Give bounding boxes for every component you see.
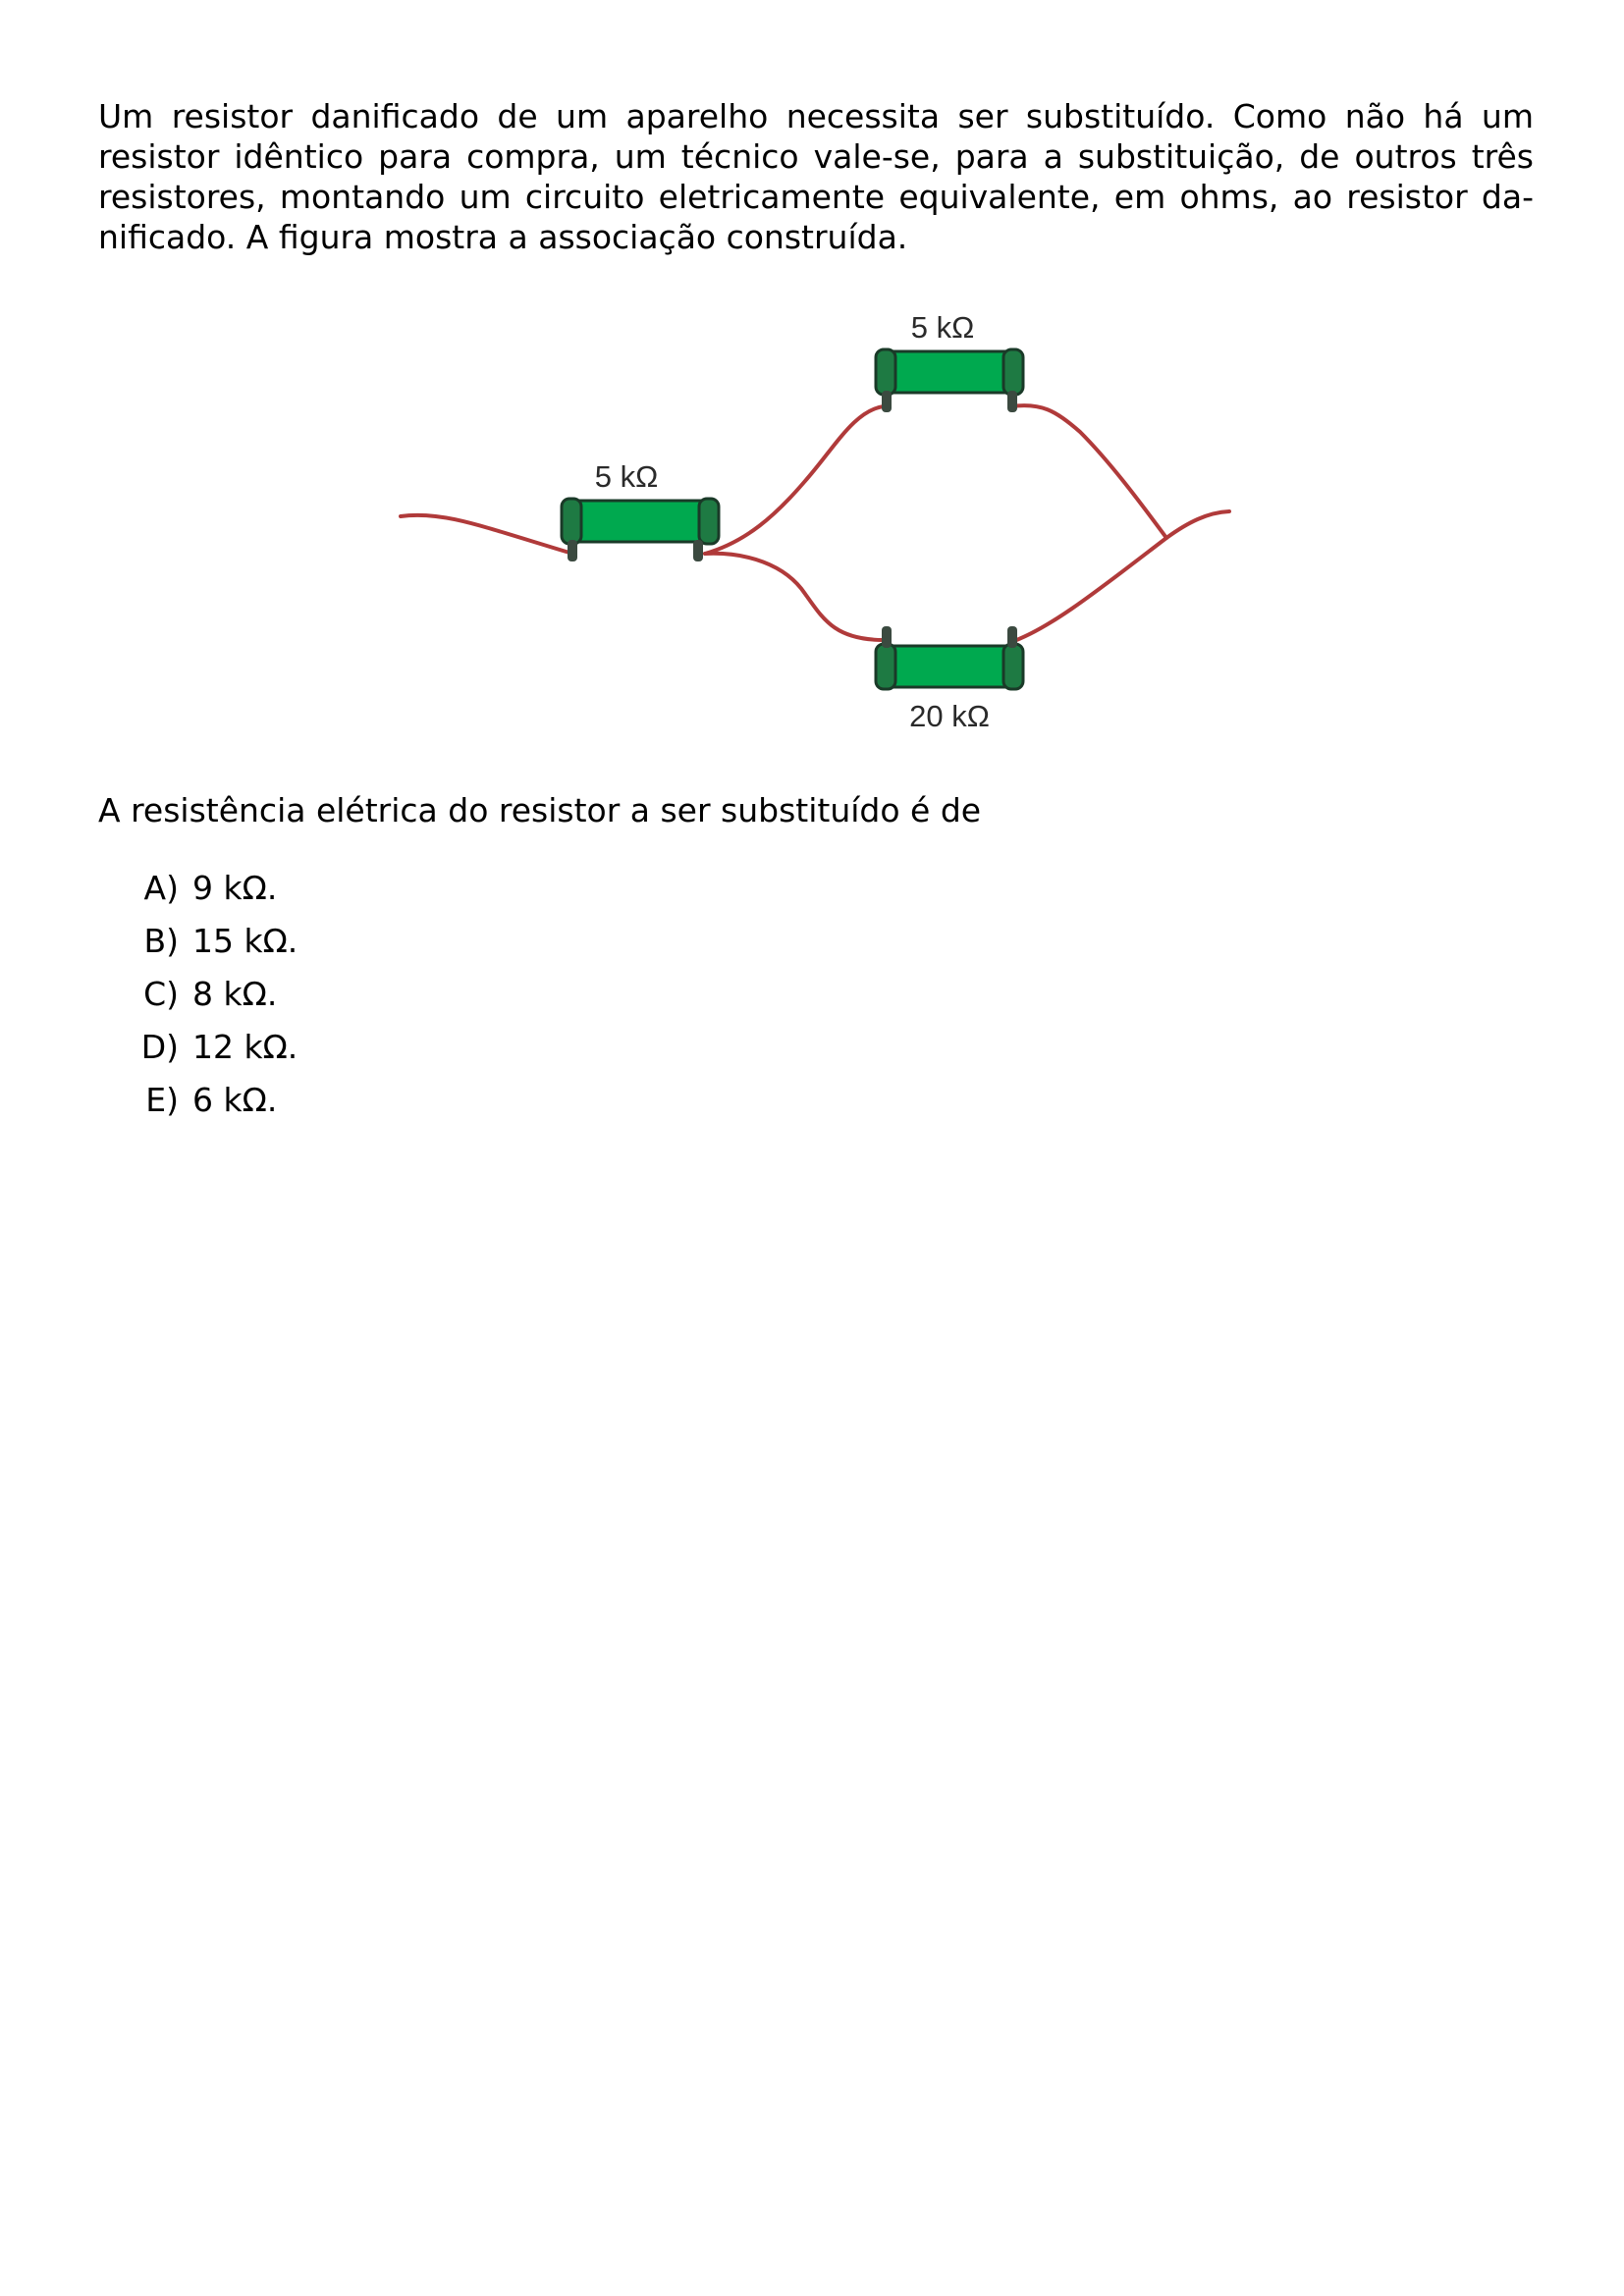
terminal-clip — [1007, 391, 1017, 412]
resistor-bottom — [876, 626, 1023, 733]
option-e[interactable] — [118, 1074, 298, 1127]
wire-output — [1166, 511, 1229, 538]
option-d[interactable] — [118, 1021, 298, 1074]
resistor-left-label: 5 kΩ — [594, 459, 659, 494]
circuit-wires — [401, 405, 1229, 642]
resistor-cap — [876, 644, 895, 689]
resistor-cap — [876, 349, 895, 395]
wire-input — [401, 515, 569, 553]
terminal-clip — [882, 391, 892, 412]
option-text: 12 kΩ. — [192, 1028, 298, 1066]
option-letter: C) — [143, 975, 179, 1013]
option-letter: D) — [140, 1028, 179, 1066]
resistor-cap — [699, 499, 719, 544]
question-prompt: A resistência elétrica do resistor a ser substituído é de — [98, 791, 982, 829]
option-text: 9 kΩ. — [192, 869, 278, 907]
option-b[interactable] — [118, 915, 298, 968]
resistor-top — [876, 310, 1023, 412]
resistor-cap — [1003, 349, 1023, 395]
stem-line: resistor idêntico para compra, um técnico vale-se, para a substituição, de outros três — [98, 137, 1534, 176]
stem-line: resistores, montando um circuito eletricamente equivalente, em ohms, ao resistor da- — [98, 178, 1534, 216]
question-stem — [98, 96, 1534, 257]
option-letter: A) — [143, 869, 179, 907]
answer-options — [118, 862, 298, 1127]
option-letter: B) — [143, 922, 179, 960]
resistor-cap — [1003, 644, 1023, 689]
terminal-clip — [568, 540, 577, 561]
option-letter: E) — [145, 1081, 179, 1119]
resistor-bottom-label: 20 kΩ — [909, 699, 990, 733]
wire-mid-bottom — [705, 554, 884, 640]
resistor-body — [886, 351, 1013, 393]
resistor-top-label: 5 kΩ — [910, 310, 975, 345]
wire-bottom-right — [1011, 538, 1166, 642]
circuit-figure — [393, 294, 1237, 746]
option-c[interactable] — [118, 968, 298, 1021]
option-text: 15 kΩ. — [192, 922, 298, 960]
option-text: 8 kΩ. — [192, 975, 278, 1013]
terminal-clip — [882, 626, 892, 648]
resistor-cap — [562, 499, 581, 544]
resistor-left — [562, 459, 719, 561]
resistor-body — [571, 501, 709, 542]
wire-mid-top — [705, 406, 884, 554]
stem-line: Um resistor danificado de um aparelho necessita ser substituído. Como não há um — [98, 97, 1534, 135]
stem-line: nificado. A figura mostra a associação construída. — [98, 218, 908, 256]
option-a[interactable] — [118, 862, 298, 915]
terminal-clip — [693, 540, 703, 561]
resistor-body — [886, 646, 1013, 687]
terminal-clip — [1007, 626, 1017, 648]
wire-top-right — [1011, 405, 1166, 538]
option-text: 6 kΩ. — [192, 1081, 278, 1119]
